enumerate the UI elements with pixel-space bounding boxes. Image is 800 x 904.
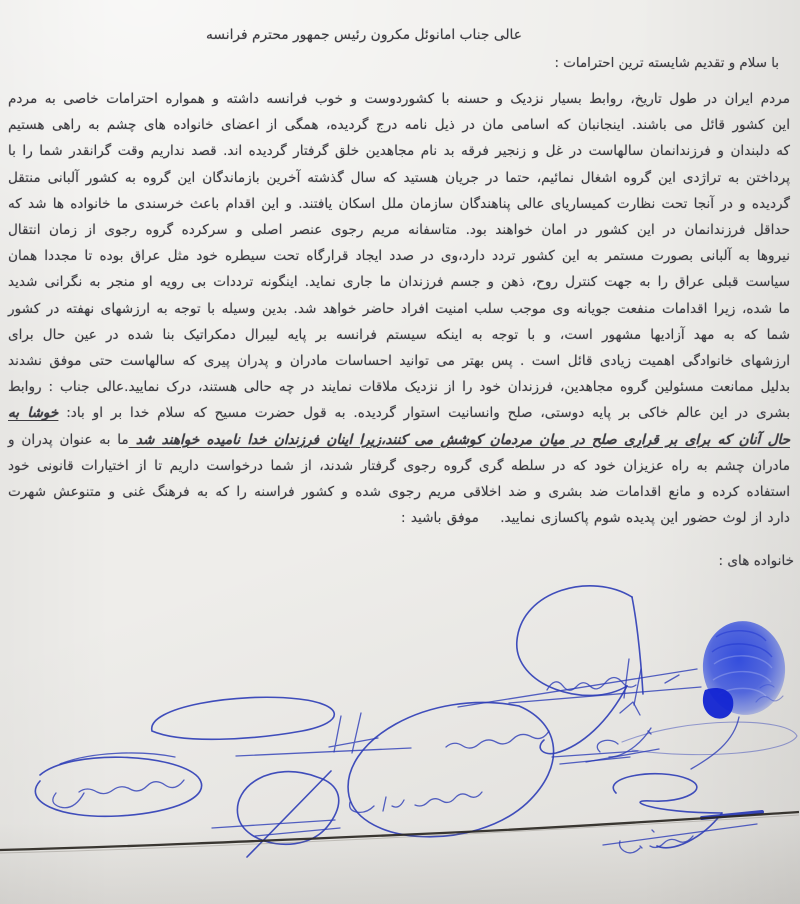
text-segment: ما به عنوان پدران و <box>8 431 129 448</box>
text-segment: حداقل فرزندانمان در این کشور در امان خواهند بود. متاسفانه مریم رجوی عنصر اصلی و سرکرده گروه رجوی از زمان انتقال <box>8 222 790 239</box>
body-line <box>8 479 790 505</box>
text-segment: گردیده و در آنجا تحت نظارت کمیساریای عالی پناهندگان سازمان ملل اسکان یافتند. و این اقدام باعث خرسندی ما خانواده ها شد که <box>8 195 790 212</box>
salutation-line: با سلام و تقدیم شایسته ترین احترامات : <box>554 56 779 71</box>
body-line <box>8 191 790 217</box>
text-segment: سیاست قبلی عراق را به جهت کنترل روح، ذهن و جسم فرزندان ما جاری نماید. اینگونه ترددات بی رویه او منجر به نگرانی شدید <box>8 274 790 291</box>
body-line <box>8 505 790 531</box>
text-segment: مردم ایران در طول تاریخ، روابط بسیار نزدیک و حسنه با کشوردوست و خوب فرانسه داشته و همواره احترامات خاصی به مردم <box>8 91 790 107</box>
text-segment: این کشور قائل می باشند. اینجانبان که اسامی مان در ذیل نامه درج گردیده، همگی از اعضای خانواده های چشم به راهی هستیم <box>8 117 790 134</box>
text-segment: پرداختن به تراژدی این گروه اشغال نمائیم، حتما در جریان هستید که سال گذشته آخرین بازماندگان این گروه به کشور آلبانی منتقل <box>8 169 790 186</box>
underlined-text-segment: خوشا به <box>8 405 59 422</box>
text-segment: ما شده، زیرا اقدامات منفعت جویانه وی موجب سلب امنیت افراد حاضر خواهد شد. بدین وسیله با توجه به ارزشهای نهفته در کشور <box>8 300 790 317</box>
text-segment: شما که به مهد آزادیها مشهور است، و با توجه به اینکه سیستم فرانسه بر پایه لیبرال دمکراتیک بنا شده در عین حال برای <box>8 326 790 343</box>
body-line <box>8 165 790 191</box>
body-line <box>8 322 790 348</box>
text-segment: استفاده کرده و مانع اقدامات ضد بشری و ضد اخلاقی مریم رجوی شده و کشور فراسنه را که به فرهنگ غنی و متنوعش شهرت <box>8 484 790 501</box>
body-line <box>8 243 790 269</box>
body-line <box>8 269 790 295</box>
body-line <box>8 138 790 164</box>
families-label: خانواده های : <box>718 553 794 569</box>
body-line <box>8 296 790 322</box>
text-segment: که دلبندان و فرزندانمان سالهاست در غل و زنجیر فرقه بد نام مجاهدین خلق گرفتار گردیده اند. قصد نداریم وقت گرانقدر شما را با <box>8 143 790 160</box>
letter-body <box>8 86 790 531</box>
body-line <box>8 400 790 426</box>
body-line <box>8 427 790 453</box>
body-line <box>8 453 790 479</box>
text-segment: مادران چشم به راه عزیزان خود که در سلطه گری گروه رجوی گرفتار شدند، از شما درخواست داریم تا از اختیارات قانونی خود <box>8 457 790 474</box>
text-segment: نیروها به آلبانی بصورت مستمر به این کشور تردد دارد،وی در صدد ایجاد قرارگاه تحت سیطره خود مثل عراق بوده تا مجددا همان <box>8 248 790 265</box>
text-segment: ارزشهای خانوادگی اهمیت زیادی قائل است . پس بهتر می توانید احساسات مادران و پدران پیری که سالهاست حتی موفق نشدند <box>8 353 790 370</box>
body-line <box>8 86 790 112</box>
addressee-line: عالی جناب امانوئل مکرون رئیس جمهور محترم فرانسه <box>206 27 522 43</box>
underlined-text-segment: حال آنان که برای بر قراری صلح در میان مردمان کوشش می کنند،زیرا اینان فرزندان خدا نامیده خواهند شد <box>128 431 790 448</box>
text-segment: بدلیل ممانعت مسئولین گروه مجاهدین، فرزندان خود را از نزدیک ملاقات نمایند در چه حالی هستند، درک نمایید.عالی جناب : روابط <box>8 379 790 396</box>
body-line <box>8 374 790 400</box>
text-segment: بشری در این عالم خاکی بر پایه دوستی، صلح وانسانیت استوار گردیده. به قول حضرت مسیح که سلام خدا بر او باد: <box>58 405 790 422</box>
body-line <box>8 348 790 374</box>
body-line <box>8 112 790 138</box>
body-line <box>8 217 790 243</box>
text-segment: دارد از لوث حضور این پدیده شوم پاکسازی نمایید. موفق باشید : <box>401 510 790 527</box>
